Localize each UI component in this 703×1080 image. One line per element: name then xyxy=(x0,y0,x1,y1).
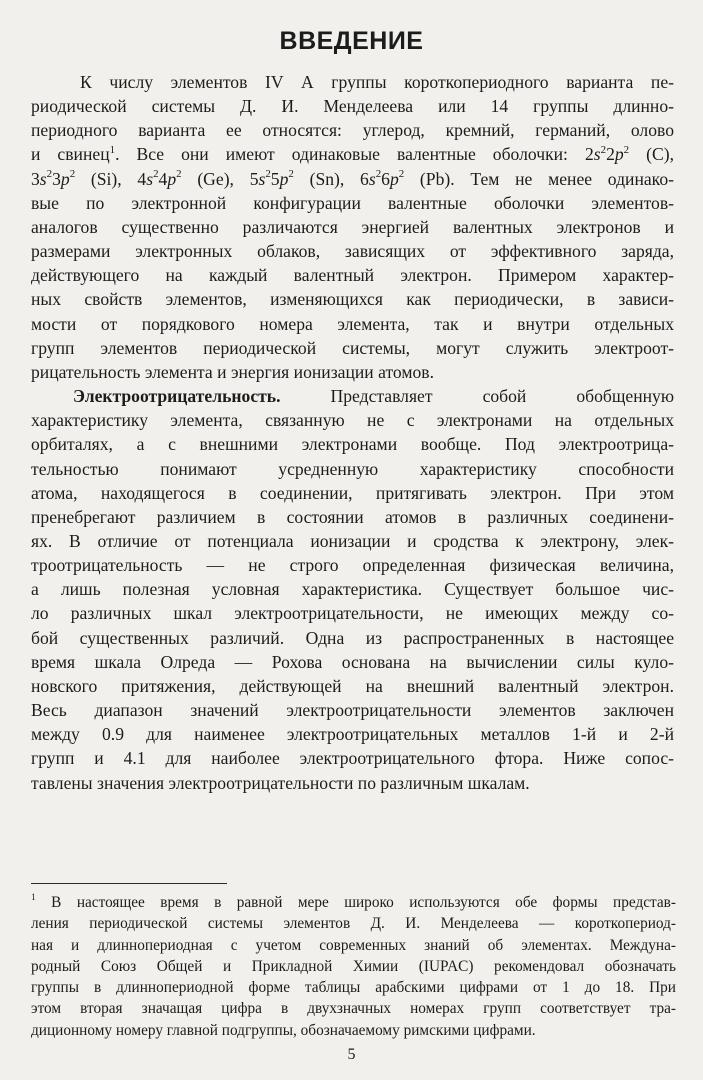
formula-part: p xyxy=(279,168,289,189)
formula-part: 2 xyxy=(153,167,159,180)
paragraph-1-line: ных свойств элементов, изменяющихся как периодически, в зависи- xyxy=(31,289,674,310)
paragraph-1-line: рицательность элемента и энергия ионизации атомов. xyxy=(31,361,435,382)
paragraph-2-line xyxy=(31,384,674,408)
formula-part: 2 xyxy=(623,143,630,156)
footnote-line: этом вторая значащая цифра в двухзначных номерах групп соответствует тра- xyxy=(31,1000,676,1018)
formula-si xyxy=(31,169,75,189)
formula-part: 2 xyxy=(265,167,271,180)
footnote-line: ная и длиннопериодная с учетом современных знаний об элементах. Междуна- xyxy=(31,936,676,954)
footnote-line xyxy=(31,892,676,913)
footnote-line: родный Союз Общей и Прикладной Химии (IUPAC) рекомендовал обозначать xyxy=(31,957,676,975)
text-run: (Pb). Тем не менее одинако- xyxy=(404,168,674,189)
paragraph-1-line: групп элементов периодической системы, могут служить электроот- xyxy=(31,337,674,358)
formula-part: 2 xyxy=(69,167,76,180)
text-run: и свинец xyxy=(31,144,110,165)
formula-part: 4 xyxy=(158,168,168,189)
formula-part: 3 xyxy=(52,168,61,189)
paragraph-2-line: ло различных шкал электроотрицательности, не имеющих между со- xyxy=(31,603,674,624)
paragraph-1-line: вые по электронной конфигурации валентные оболочки элементов- xyxy=(31,192,674,213)
paragraph-1-line xyxy=(31,167,674,191)
formula-part: p xyxy=(614,144,624,165)
formula-part: p xyxy=(60,168,70,189)
formula-pb xyxy=(360,169,404,189)
footnote-marker: 1 xyxy=(31,892,36,903)
text-run: (Ge), xyxy=(181,168,250,189)
paragraph-2-line: Весь диапазон значений электроотрицательности элементов заключен xyxy=(31,700,674,721)
formula-part: 2 xyxy=(584,144,594,165)
footnote xyxy=(31,892,676,1041)
footnote-divider xyxy=(31,883,227,884)
text-run: . Все они имеют одинаковые валентные оболочки: xyxy=(115,144,585,165)
paragraph-2-line: а лишь полезная условная характеристика. Существует большое чис- xyxy=(31,579,674,600)
footnote-ref: 1 xyxy=(109,143,116,156)
formula-part: 2 xyxy=(606,144,615,165)
paragraph-2-line: атома, находящегося в соединении, притягивать электрон. При этом xyxy=(31,482,674,503)
formula-part: 5 xyxy=(270,168,280,189)
formula-part: p xyxy=(167,168,177,189)
paragraph-2-line: троотрицательность — не строго определенная физическая величина, xyxy=(31,555,674,576)
formula-part: 2 xyxy=(398,167,405,180)
formula-part: 5 xyxy=(249,168,259,189)
paragraph-2-line: пренебрегают различием в состоянии атомов в различных соединени- xyxy=(31,506,674,527)
footnote-line: диционному номеру главной подгруппы, обозначаемому римскими цифрами. xyxy=(31,1021,536,1039)
formula-part: s xyxy=(593,144,601,165)
paragraph-1-line: размерами электронных облаков, зависящих от эффективного заряда, xyxy=(31,241,674,262)
formula-part: p xyxy=(389,168,399,189)
paragraph-2-line: тавлены значения электроотрицательности по различным шкалам. xyxy=(31,772,530,793)
formula-part: 2 xyxy=(176,167,182,180)
paragraph-1-line: риодической системы Д. И. Менделеева или 14 группы длинно- xyxy=(31,96,674,117)
footnote-line: группы в длиннопериодной форме таблицы арабскими цифрами от 1 до 18. При xyxy=(31,979,676,997)
paragraph-1-line: К числу элементов IV А группы короткопериодного варианта пе- xyxy=(80,72,674,92)
paragraph-2-line: орбиталях, а с внешними электронами вообще. Под электроотрица- xyxy=(31,434,674,455)
formula-part: 2 xyxy=(375,167,382,180)
paragraph-2-line: групп и 4.1 для наиболее электроотрицательного фтора. Ниже сопос- xyxy=(31,748,674,769)
paragraph-1-line: аналогов существенно различаются энергией валентных электронов и xyxy=(31,216,674,237)
formula-c xyxy=(585,144,629,164)
paragraph-2-line: характеристику элемента, связанную не с электронами на отдельных xyxy=(31,410,674,431)
formula-part: 3 xyxy=(31,168,40,189)
formula-part: 2 xyxy=(46,167,53,180)
paragraph-1-line: действующего на каждый валентный электрон. Примером характер- xyxy=(31,265,674,286)
formula-sn xyxy=(250,169,294,189)
formula-part: 6 xyxy=(381,168,390,189)
formula-part: 4 xyxy=(137,168,147,189)
text-run: (Sn), xyxy=(293,168,361,189)
main-text xyxy=(31,70,674,795)
page-title: ВВЕДЕНИЕ xyxy=(279,27,424,55)
formula-part: 6 xyxy=(360,168,369,189)
paragraph-1-line: мости от порядкового номера элемента, так и внутри отдельных xyxy=(31,313,674,334)
paragraph-2-line: между 0.9 для наименее электроотрицательных металлов 1-й и 2-й xyxy=(31,724,674,745)
formula-part: s xyxy=(258,168,266,189)
formula-part: s xyxy=(368,168,376,189)
paragraph-2-line: бой существенных различий. Одна из распространенных в настоящее xyxy=(31,627,674,648)
footnote-line: ления периодической системы элементов Д. И. Менделеева — короткопериод- xyxy=(31,915,676,933)
page-number: 5 xyxy=(347,1046,356,1063)
paragraph-2-line: новского притяжения, действующей на внешний валентный электрон. xyxy=(31,675,674,696)
formula-part: 2 xyxy=(288,167,294,180)
text-run: Представляет собой обобщенную xyxy=(280,386,674,407)
formula-part: s xyxy=(39,168,47,189)
formula-part: 2 xyxy=(600,143,607,156)
text-run: В настоящее время в равной мере широко используются обе формы представ- xyxy=(35,894,676,911)
paragraph-2-line: время шкала Олреда — Рохова основана на вычислении силы куло- xyxy=(31,651,674,672)
formula-part: s xyxy=(146,168,154,189)
formula-ge xyxy=(137,169,181,189)
paragraph-1-line xyxy=(31,142,674,166)
text-run: (Si), xyxy=(75,168,138,189)
text-run: (C), xyxy=(629,144,674,165)
paragraph-2-line: тельностью понимают усредненную характеристику способности xyxy=(31,458,674,479)
paragraph-2-line: ях. В отличие от потенциала ионизации и сродства к электрону, элек- xyxy=(31,530,674,551)
section-heading: Электроотрицательность. xyxy=(73,386,281,407)
paragraph-1-line: периодного варианта ее относятся: углерод, кремний, германий, олово xyxy=(31,120,674,141)
